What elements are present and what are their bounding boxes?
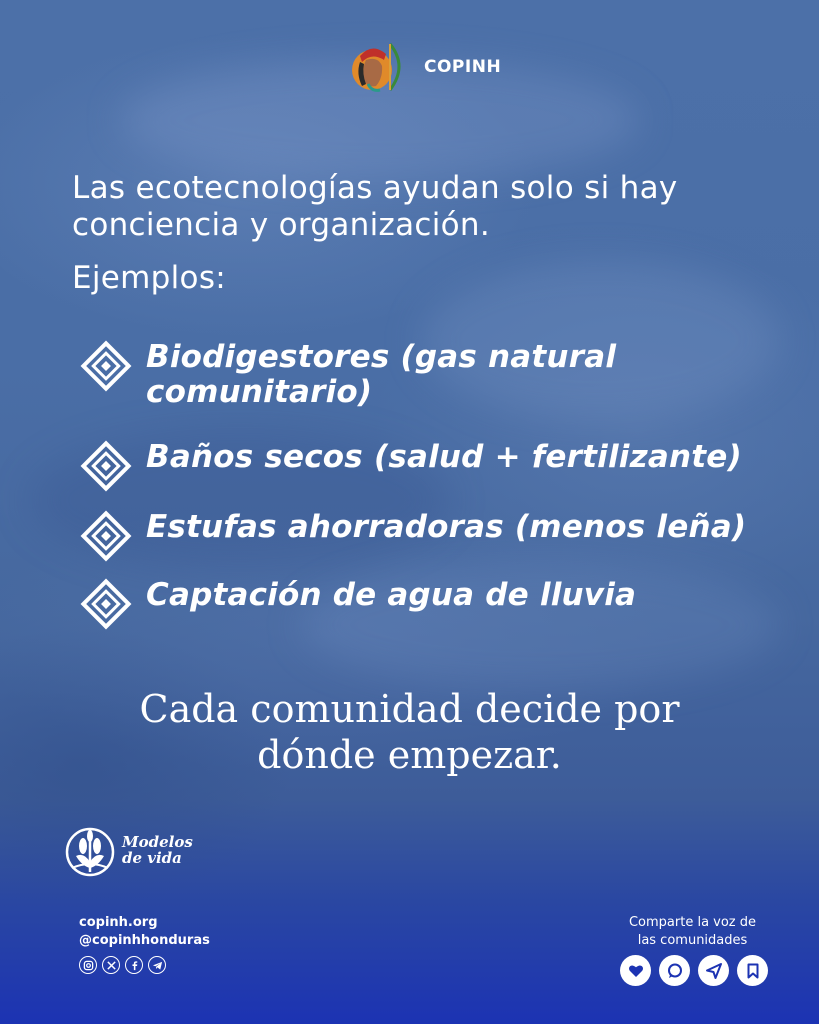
- list-item-line-1: Biodigestores (gas natural: [146, 339, 617, 375]
- diamond-bullet-icon: [80, 440, 132, 492]
- diamond-bullet-icon: [80, 340, 132, 392]
- campaign-name: [122, 834, 193, 866]
- closing-statement: [0, 686, 819, 778]
- copinh-logo[interactable]: [350, 38, 501, 96]
- list-item-text: [146, 340, 616, 410]
- campaign-line-1: Modelos: [122, 833, 193, 851]
- send-icon[interactable]: [698, 955, 729, 986]
- closing-line-2: dónde empezar.: [257, 733, 562, 777]
- telegram-icon[interactable]: [148, 956, 166, 974]
- bookmark-icon[interactable]: [737, 955, 768, 986]
- list-item-text: Baños secos (salud + fertilizante): [146, 439, 742, 475]
- website-link[interactable]: copinh.org: [79, 915, 158, 930]
- list-item-line-2: comunitario): [146, 374, 373, 410]
- contact-info: [79, 914, 210, 974]
- instagram-icon[interactable]: [79, 956, 97, 974]
- share-icons: [620, 955, 768, 986]
- list-item-biodigestores: [80, 340, 616, 410]
- intro-text: [72, 170, 772, 297]
- heart-icon[interactable]: [620, 955, 651, 986]
- comment-icon[interactable]: [659, 955, 690, 986]
- campaign-logo: [64, 822, 193, 878]
- list-item-text: Estufas ahorradoras (menos leña): [146, 509, 747, 545]
- diamond-bullet-icon: [80, 578, 132, 630]
- facebook-icon[interactable]: [125, 956, 143, 974]
- share-callout: [610, 914, 775, 950]
- list-item-text: Captación de agua de lluvia: [146, 577, 637, 613]
- copinh-portrait-logo-icon: [350, 38, 414, 96]
- list-item-banos-secos: [80, 440, 742, 492]
- intro-line-1: Las ecotecnologías ayudan solo si hay: [72, 170, 678, 206]
- diamond-bullet-icon: [80, 510, 132, 562]
- social-handle[interactable]: @copinhhonduras: [79, 933, 210, 948]
- brand-name: COPINH: [424, 57, 502, 77]
- campaign-line-2: de vida: [122, 849, 182, 867]
- corn-plant-icon: [64, 822, 116, 878]
- x-icon[interactable]: [102, 956, 120, 974]
- social-icons: [79, 956, 210, 974]
- intro-line-2: conciencia y organización.: [72, 207, 491, 243]
- list-item-estufas: [80, 510, 746, 562]
- share-line-1: Comparte la voz de: [628, 915, 757, 930]
- share-line-2: las comunidades: [637, 933, 748, 948]
- list-item-captacion: [80, 578, 636, 630]
- closing-line-1: Cada comunidad decide por: [139, 687, 680, 731]
- examples-label: Ejemplos:: [72, 260, 227, 296]
